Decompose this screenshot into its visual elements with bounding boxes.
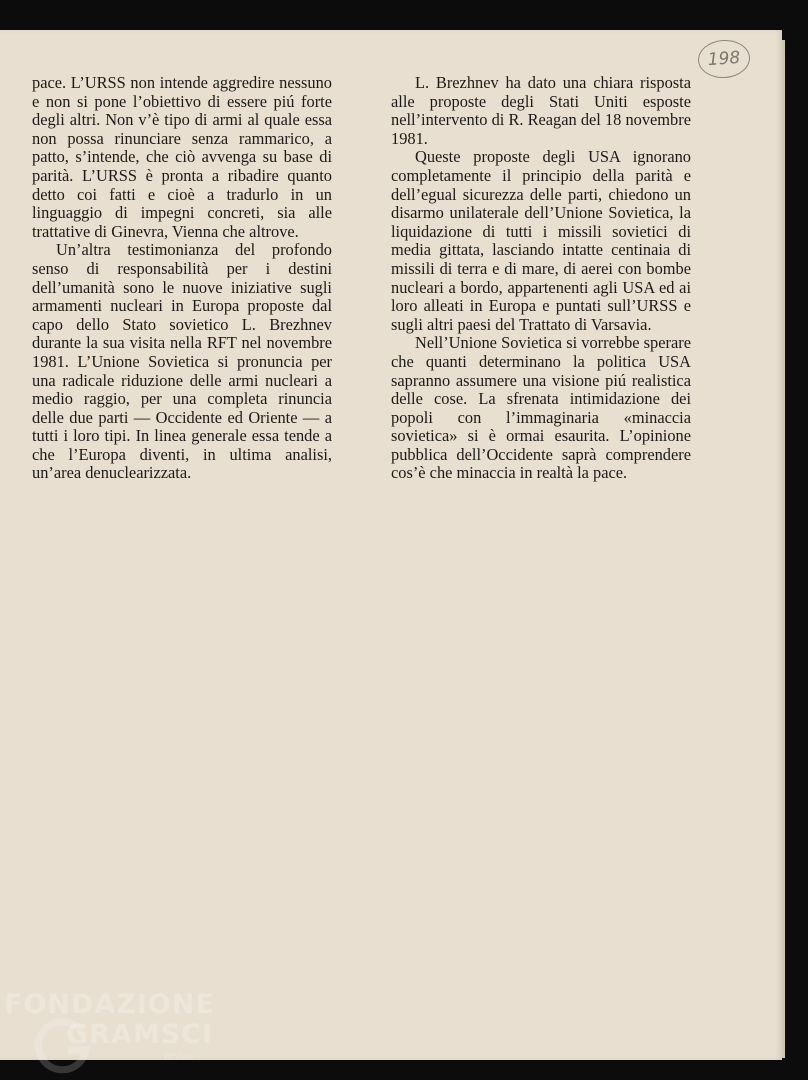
watermark-line3: onlus [164, 1050, 194, 1063]
paragraph: L. Brezhnev ha dato una chiara risposta alle proposte degli Stati Uniti esposte nell’intervento di R. Reagan del 18 novembre 1981. [391, 73, 691, 148]
paragraph: Nell’Unione Sovietica si vorrebbe sperare che quanti determinano la politica USA sapranno assumere una visione piú realistica delle cose. La sfrenata intimidazione dei popoli con l’immaginaria «minaccia sovietica» si è ormai esaurita. L’opinione pubblica dell’Occidente saprà comprendere cos’è che minaccia in realtà la pace. [391, 333, 691, 483]
right-column [391, 74, 691, 483]
paragraph: Queste proposte degli USA ignorano completamente il principio della parità e dell’egual sicurezza delle parti, chiedono un disarmo unilaterale dell’Unione Sovietica, la liquidazione di tutti i missili sovietici di media gittata, lasciando intatte centinaia di missili di terra e di mare, di aerei con bombe nucleari a bordo, appartenenti agli USA ed ai loro alleati in Europa e puntati sull’URSS e sugli altri paesi del Trattato di Varsavia. [391, 147, 691, 334]
left-column [32, 74, 332, 483]
page-number: 198 [697, 38, 752, 80]
page-edge [782, 40, 785, 1058]
watermark-logo [4, 990, 215, 1063]
watermark-line1: FONDAZIONE [4, 989, 215, 1020]
watermark-line2: GRAMSCI [66, 1019, 214, 1050]
paragraph: Un’altra testimonianza del profondo senso di responsabilità per i destini dell’umanità sono le nuove iniziative sugli armamenti nucleari in Europa proposte dal capo dello Stato sovietico L. Brezhnev durante la sua visita nella RFT nel novembre 1981. L’Unione Sovietica si pronuncia per una radicale riduzione delle armi nucleari a medio raggio, per una completa rinuncia delle due parti — Occidente ed Oriente — a tutti i loro tipi. In linea generale essa tende a che l’Europa diventi, in ultima analisi, un’area denuclearizzata. [32, 240, 332, 483]
g-logo-icon [34, 1014, 94, 1074]
paragraph: pace. L’URSS non intende aggredire nessuno e non si pone l’obiettivo di essere piú forte degli altri. Non v’è tipo di armi al quale essa non possa rinunciare senza rammarico, a patto, s’intende, che ciò avvenga su base di parità. L’URSS è pronta a ribadire quanto detto coi fatti e cioè a tradurlo in un linguaggio di impegni concreti, sia alle trattative di Ginevra, Vienna che altrove. [32, 73, 332, 241]
